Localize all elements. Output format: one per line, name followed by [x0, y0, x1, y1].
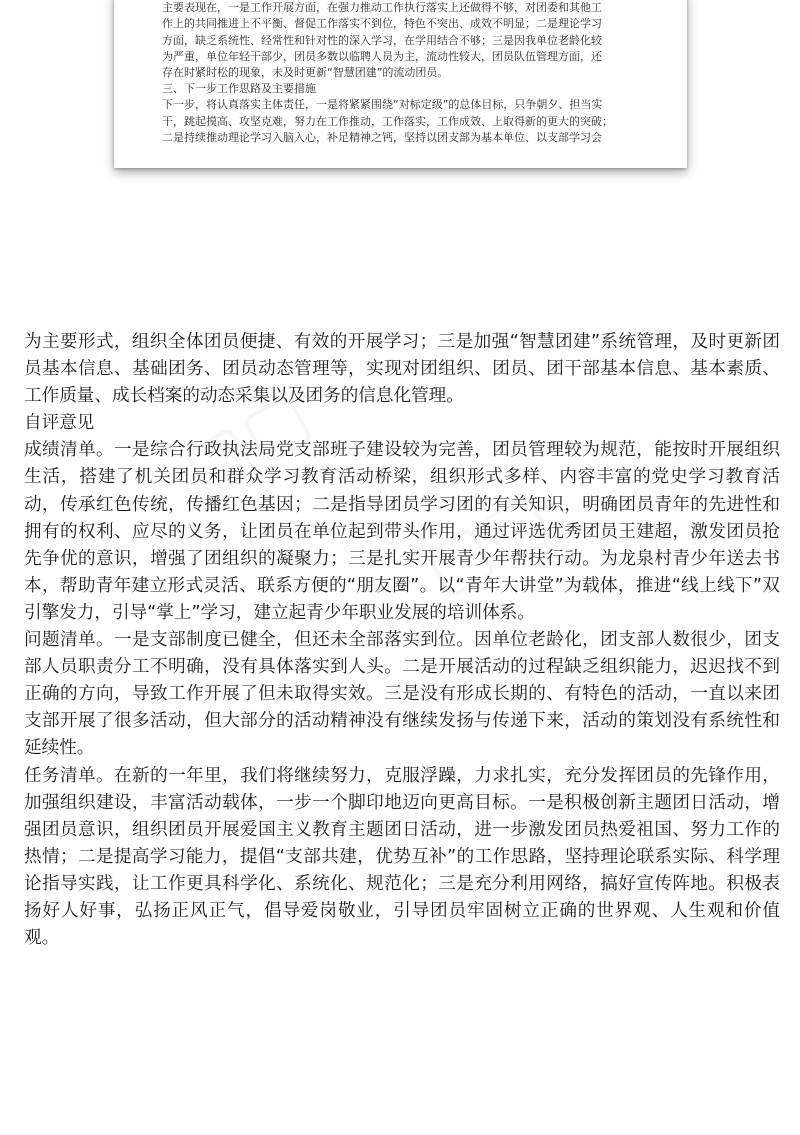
preview-line: 下一步，将认真落实主体责任，一是将紧紧围绕“对标定级”的总体目标，只争朝夕、担当实	[162, 98, 603, 112]
body-paragraph: 问题清单。一是支部制度已健全，但还未全部落实到位。因单位老龄化，团支部人数很少，团支部人员职责分工不明确，没有具体落实到人头。二是开展活动的过程缺乏组织能力，迟迟找不到正确的方向，导致工作开展了但未取得实效。三是没有形成长期的、有特色的活动，一直以来团支部开展了很多活动，但大部分的活动精神没有继续发扬与传递下来，活动的策划没有系统性和延续性。	[24, 630, 780, 759]
preview-text	[162, 0, 648, 146]
preview-line: 存在时紧时松的现象，未及时更新“智慧团建”的流动团员。	[162, 66, 449, 80]
section-heading: 自评意见	[24, 413, 95, 434]
preview-line: 作上的共同推进上不平衡、督促工作落实不到位，特色不突出、成效不明显；二是理论学习	[162, 17, 602, 31]
preview-line: 三、下一步工作思路及主要措施	[162, 82, 316, 96]
body-paragraph: 为主要形式，组织全体团员便捷、有效的开展学习；三是加强“智慧团建”系统管理，及时更新团员基本信息、基础团务、团员动态管理等，实现对团组织、团员、团干部基本信息、基本素质、工作质量、成长档案的动态采集以及团务的信息化管理。	[24, 332, 780, 407]
body-paragraph: 成绩清单。一是综合行政执法局党支部班子建设较为完善，团员管理较为规范，能按时开展组织生活，搭建了机关团员和群众学习教育活动桥梁，组织形式多样、内容丰富的党史学习教育活动，传承红色传统，传播红色基因；二是指导团员学习团的有关知识，明确团员青年的先进性和拥有的权利、应尽的义务，让团员在单位起到带头作用，通过评选优秀团员王建超，激发团员抢先争优的意识，增强了团组织的凝聚力；三是扎实开展青少年帮扶行动。为龙泉村青少年送去书本，帮助青年建立形式灵活、联系方便的“朋友圈”。以“青年大讲堂”为载体，推进“线上线下”双引擎发力，引导“掌上”学习，建立起青少年职业发展的培训体系。	[24, 440, 780, 623]
preview-line: 主要表现在，一是工作开展方面，在强力推动工作执行落实上还做得不够，对团委和其他工	[162, 1, 602, 15]
body-paragraph: 任务清单。在新的一年里，我们将继续努力，克服浮躁，力求扎实，充分发挥团员的先锋作用，加强组织建设，丰富活动载体，一步一个脚印地迈向更高目标。一是积极创新主题团日活动，增强团员意识，组织团员开展爱国主义教育主题团日活动，进一步激发团员热爱祖国、努力工作的热情；二是提高学习能力，提倡“支部共建，优势互补”的工作思路，坚持理论联系实际、科学理论指导实践，让工作更具科学化、系统化、规范化；三是充分利用网络，搞好宣传阵地。积极表扬好人好事，弘扬正风正气，倡导爱岗敬业，引导团员牢固树立正确的世界观、人生观和价值观。	[24, 765, 780, 949]
preview-card	[114, 0, 687, 168]
preview-line: 方面，缺乏系统性、经常性和针对性的深入学习，在学用结合不够；三是因我单位老龄化较	[162, 33, 602, 47]
preview-line: 为严重，单位年轻干部少，团员多数以临聘人员为主，流动性较大，团员队伍管理方面，还	[162, 49, 602, 63]
document-body	[24, 329, 780, 952]
page-preview	[0, 0, 800, 200]
preview-line: 干，跳起摸高、攻坚克难，努力在工作推动，工作落实，工作成效、上取得新的更大的突破；	[162, 114, 613, 128]
preview-line: 二是持续推动理论学习入脑入心，补足精神之钙，坚持以团支部为基本单位、以支部学习会	[162, 130, 602, 144]
